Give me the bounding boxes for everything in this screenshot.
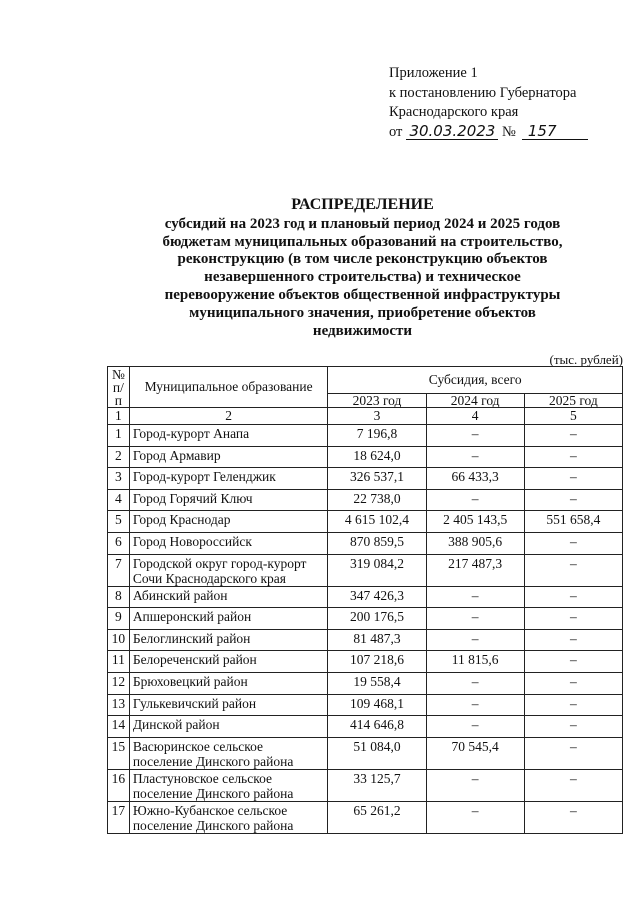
row-number: 4 [108,489,130,511]
value-2023: 109 468,1 [328,694,426,716]
title-line: субсидий на 2023 год и плановый период 2024 и 2025 годов [164,215,561,232]
value-2023: 319 084,2 [328,554,426,586]
table-row [108,769,623,801]
table-row [108,586,623,608]
value-2025: – [524,608,622,630]
value-2025: – [524,629,622,651]
header-name: Муниципальное образование [129,367,328,408]
value-2023: 200 176,5 [328,608,426,630]
value-2024: 217 487,3 [426,554,524,586]
value-2023: 347 426,3 [328,586,426,608]
header-2024: 2024 год [426,394,524,408]
row-number: 12 [108,672,130,694]
value-2024: 70 545,4 [426,737,524,769]
value-2024: – [426,769,524,801]
appendix-line-3: Краснодарского края [389,104,519,120]
row-name: Город Краснодар [129,511,328,533]
value-2023: 18 624,0 [328,446,426,468]
table-row [108,511,623,533]
value-2025: – [524,716,622,738]
value-2024: 66 433,3 [426,468,524,490]
appendix-line-2: к постановлению Губернатора [389,84,577,101]
value-2023: 65 261,2 [328,801,426,833]
row-number: 10 [108,629,130,651]
row-name: Апшеронский район [129,608,328,630]
value-2025: – [524,769,622,801]
value-2023: 7 196,8 [328,425,426,447]
table-row [108,489,623,511]
row-name: Абинский район [129,586,328,608]
value-2025: – [524,532,622,554]
title-line: бюджетам муниципальных образований на строительство, [162,233,563,250]
value-2023: 51 084,0 [328,737,426,769]
value-2025: – [524,489,622,511]
value-2024: – [426,608,524,630]
row-number: 2 [108,446,130,468]
row-name: Южно-Кубанское сельское поселение Динского района [129,801,328,833]
row-number: 5 [108,511,130,533]
row-name: Динской район [129,716,328,738]
row-number: 9 [108,608,130,630]
value-2024: – [426,672,524,694]
table-row [108,716,623,738]
row-number: 7 [108,554,130,586]
row-name: Пластуновское сельское поселение Динского района [129,769,328,801]
row-name: Брюховецкий район [129,672,328,694]
row-number: 11 [108,651,130,673]
value-2023: 81 487,3 [328,629,426,651]
value-2023: 107 218,6 [328,651,426,673]
value-2024: – [426,629,524,651]
value-2023: 22 738,0 [328,489,426,511]
value-2024: – [426,425,524,447]
title-line: перевооружение объектов общественной инфраструктуры [164,286,561,303]
title-line: недвижимости [312,322,413,339]
value-2025: 551 658,4 [524,511,622,533]
from-label: от [389,123,403,140]
header-2023: 2023 год [328,394,426,408]
value-2025: – [524,651,622,673]
row-name: Белореченский район [129,651,328,673]
table-row [108,446,623,468]
appendix-line-1: Приложение 1 [389,65,478,81]
value-2025: – [524,694,622,716]
index-cell: 3 [328,408,426,425]
value-2024: 2 405 143,5 [426,511,524,533]
table-row [108,694,623,716]
row-number: 8 [108,586,130,608]
value-2023: 870 859,5 [328,532,426,554]
row-name: Город-курорт Геленджик [129,468,328,490]
value-2024: – [426,586,524,608]
row-name: Гулькевичский район [129,694,328,716]
value-2023: 33 125,7 [328,769,426,801]
title-line: реконструкцию (в том числе реконструкцию объектов [177,251,548,268]
table-row [108,737,623,769]
value-2025: – [524,586,622,608]
index-cell: 4 [426,408,524,425]
value-2025: – [524,554,622,586]
value-2023: 19 558,4 [328,672,426,694]
value-2024: 11 815,6 [426,651,524,673]
appendix-date-line [389,123,588,143]
title-line: муниципального значения, приобретение объектов [189,304,536,321]
row-number: 14 [108,716,130,738]
document-title [150,196,575,340]
table-row [108,801,623,833]
index-cell: 5 [524,408,622,425]
value-2024: 388 905,6 [426,532,524,554]
value-2023: 414 646,8 [328,716,426,738]
row-name: Васюринское сельское поселение Динского района [129,737,328,769]
value-2024: – [426,489,524,511]
value-2024: – [426,801,524,833]
value-2025: – [524,446,622,468]
row-name: Город-курорт Анапа [129,425,328,447]
table-row [108,672,623,694]
appendix-block [389,64,588,142]
table-row [108,554,623,586]
table-row [108,629,623,651]
row-name: Город Армавир [129,446,328,468]
row-number: 6 [108,532,130,554]
row-number: 17 [108,801,130,833]
row-name: Белоглинский район [129,629,328,651]
table-row [108,651,623,673]
table-row [108,468,623,490]
table-row [108,425,623,447]
value-2024: – [426,694,524,716]
row-number: 16 [108,769,130,801]
title-line: незавершенного строительства) и техническое [204,269,521,286]
header-2025: 2025 год [524,394,622,408]
value-2024: – [426,446,524,468]
header-subsidy: Субсидия, всего [328,367,623,394]
row-number: 15 [108,737,130,769]
value-2025: – [524,672,622,694]
row-name: Город Новороссийск [129,532,328,554]
value-2024: – [426,716,524,738]
value-2025: – [524,425,622,447]
index-cell: 2 [129,408,328,425]
row-name: Город Горячий Ключ [129,489,328,511]
number-label: № [502,123,516,140]
handwritten-number: 157 [522,124,588,140]
row-number: 3 [108,468,130,490]
value-2025: – [524,801,622,833]
row-number: 1 [108,425,130,447]
value-2025: – [524,468,622,490]
handwritten-date: 30.03.2023 [406,124,498,140]
row-number: 13 [108,694,130,716]
table-row [108,608,623,630]
value-2025: – [524,737,622,769]
title-heading: РАСПРЕДЕЛЕНИЕ [291,196,434,213]
value-2023: 4 615 102,4 [328,511,426,533]
value-2023: 326 537,1 [328,468,426,490]
row-name: Городской округ город-курорт Сочи Краснодарского края [129,554,328,586]
subsidy-table [107,366,623,834]
unit-label: (тыс. рублей) [549,352,623,367]
table-row [108,532,623,554]
header-num: № п/п [108,367,130,408]
index-cell: 1 [108,408,130,425]
